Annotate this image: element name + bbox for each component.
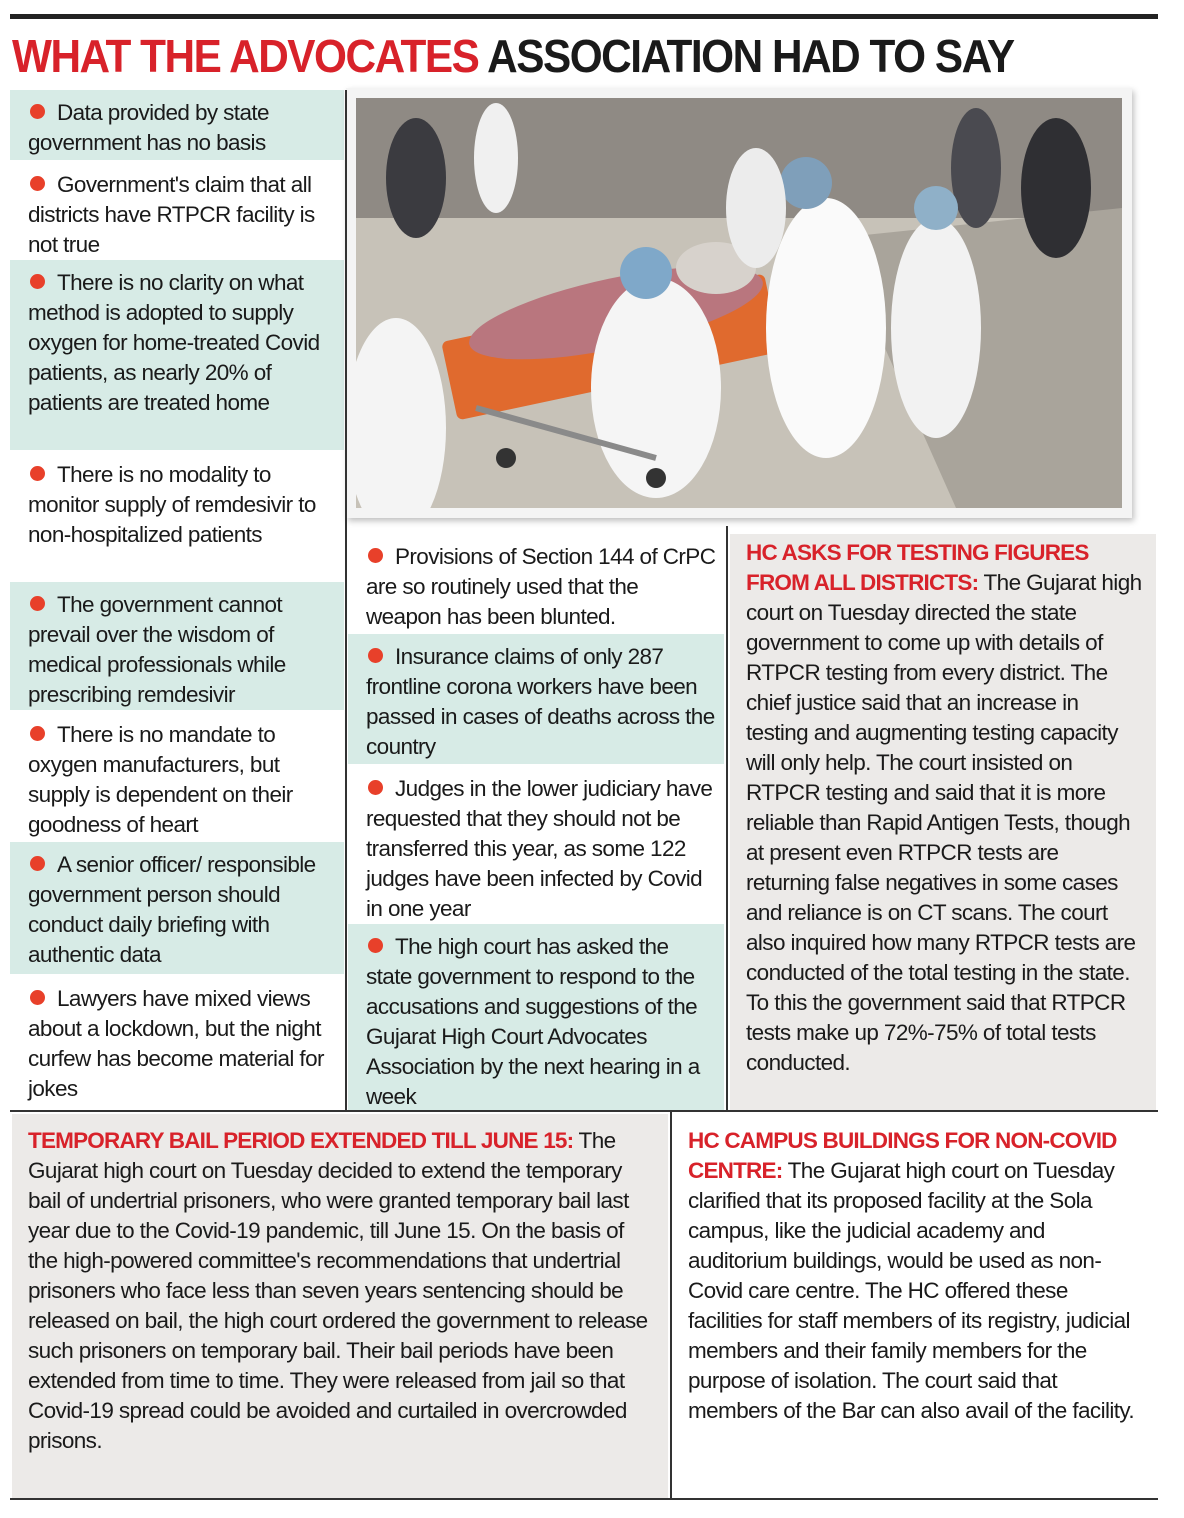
list-item: The high court has asked the state government to respond to the accusations and suggestions of the Gujarat High Court Advocates Association by the next hearing in a week <box>348 924 724 1110</box>
list-item: Judges in the lower judiciary have requested that they should not be transferred this year, as some 122 judges have been infected by Covid in one year <box>348 766 724 922</box>
bullet-icon <box>368 780 383 795</box>
bullet-icon <box>30 596 45 611</box>
bullet-icon <box>30 726 45 741</box>
bullet-icon <box>368 938 383 953</box>
bullet-icon <box>30 104 45 119</box>
column-divider <box>345 90 347 1112</box>
campus-heading: HC CAMPUS BUILDINGS FOR NON-COVID CENTRE: <box>688 1128 1117 1183</box>
bullet-icon <box>30 176 45 191</box>
stretcher-scene-image <box>356 98 1122 508</box>
bullet-icon <box>368 548 383 563</box>
list-item: Government's claim that all districts have RTPCR facility is not true <box>10 162 344 258</box>
list-item: Provisions of Section 144 of CrPC are so routinely used that the weapon has been blunted. <box>348 534 724 632</box>
list-item: A senior officer/ responsible government person should conduct daily briefing with authentic data <box>10 842 344 974</box>
bullet-icon <box>368 648 383 663</box>
list-item: The government cannot prevail over the wisdom of medical professionals while prescribing remdesivir <box>10 582 344 710</box>
list-item: Insurance claims of only 287 frontline corona workers have been passed in cases of deaths across the country <box>348 634 724 764</box>
list-item: Lawyers have mixed views about a lockdown, but the night curfew has become material for jokes <box>10 976 344 1108</box>
bottom-rule <box>10 1498 1158 1500</box>
bullet-icon <box>30 274 45 289</box>
bail-body: The Gujarat high court on Tuesday decided to extend the temporary bail of undertrial prisoners, who were granted temporary bail last year due to the Covid-19 pandemic, till June 15. On the basis of the high-powered committee's recommendations that undertrial prisoners who face less than seven years sentencing should be released on bail, the high court ordered the government to release such prisoners on temporary bail. Their bail periods have been extended from time to time. They were released from jail so that Covid-19 spread could be avoided and curtailed in overcrowded prisons. <box>28 1128 648 1453</box>
column-divider <box>726 526 728 1112</box>
page-headline <box>12 26 1070 86</box>
bullet-icon <box>30 466 45 481</box>
top-rule <box>10 14 1158 19</box>
list-item: There is no modality to monitor supply of remdesivir to non-hospitalized patients <box>10 452 344 580</box>
list-item: There is no mandate to oxygen manufacturers, but supply is dependent on their goodness of heart <box>10 712 344 840</box>
campus-body: The Gujarat high court on Tuesday clarified that its proposed facility at the Sola campus, like the judicial academy and auditorium buildings, would be used as non-Covid care centre. The HC offered these facilities for staff members of its registry, judicial members and their family members for the purpose of isolation. The court said that members of the Bar can also avail of the facility. <box>688 1158 1135 1423</box>
headline-black-part: ASSOCIATION HAD TO SAY <box>478 30 1014 82</box>
hc-testing-heading: HC ASKS FOR TESTING FIGURES FROM ALL DISTRICTS: <box>746 540 1089 595</box>
bullet-icon <box>30 856 45 871</box>
headline-red-part: WHAT THE ADVOCATES <box>12 30 479 82</box>
column-divider <box>670 1112 672 1498</box>
temporary-bail-panel <box>12 1114 668 1498</box>
left-points-column <box>10 90 344 1110</box>
hc-testing-panel <box>730 534 1156 1110</box>
section-divider <box>10 1110 1158 1112</box>
hc-campus-panel <box>674 1114 1158 1498</box>
hc-testing-body: The Gujarat high court on Tuesday directed the state government to come up with details of RTPCR testing from every district. The chief justice said that an increase in testing and augmenting testing capacity will only help. The court insisted on RTPCR testing and said that it is more reliable than Rapid Antigen Tests, though at present even RTPCR tests are returning false negatives in some cases and reliance is on CT scans. The court also inquired how many RTPCR tests are conducted of the total testing in the state. To this the government said that RTPCR tests make up 72%-75% of total tests conducted. <box>746 570 1142 1075</box>
bullet-icon <box>30 990 45 1005</box>
mid-points-column <box>348 534 724 1110</box>
news-photo <box>346 88 1132 518</box>
list-item: There is no clarity on what method is adopted to supply oxygen for home-treated Covid patients, as nearly 20% of patients are treated home <box>10 260 344 450</box>
list-item: Data provided by state government has no basis <box>10 90 344 160</box>
bail-heading: TEMPORARY BAIL PERIOD EXTENDED TILL JUNE 15: <box>28 1128 574 1153</box>
